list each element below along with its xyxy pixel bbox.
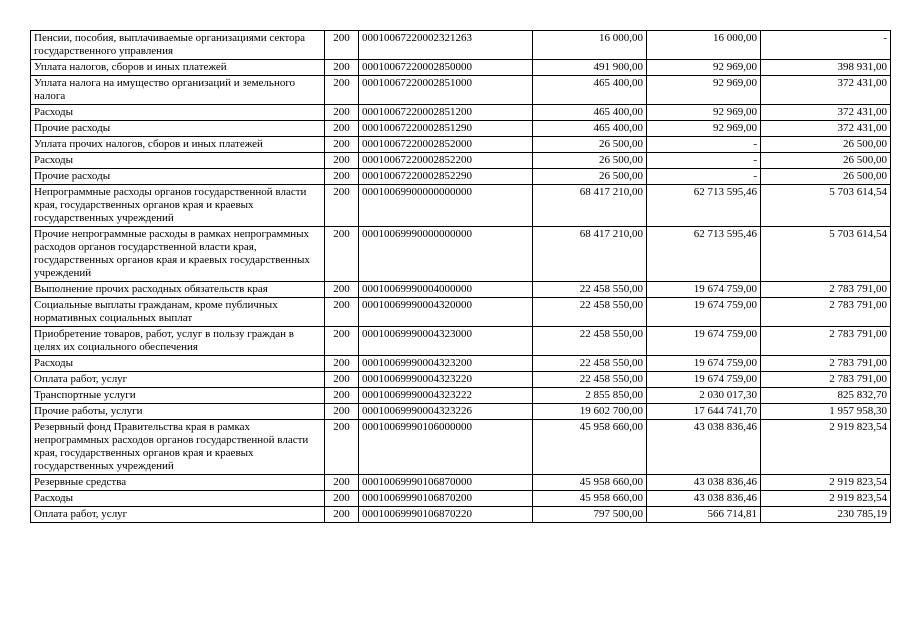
row-unexecuted-amount-cell: 5 703 614,54 [761,185,891,227]
table-row [31,60,891,76]
row-approved-amount-cell: 68 417 210,00 [533,227,647,282]
table-row [31,491,891,507]
row-classification-code-cell: 00010069990000000000 [359,227,533,282]
row-name-cell: Уплата налога на имущество организаций и земельного налога [31,76,325,105]
row-classification-code-cell: 00010067220002851000 [359,76,533,105]
row-name-cell: Оплата работ, услуг [31,507,325,523]
row-name-cell: Прочие работы, услуги [31,404,325,420]
row-executed-amount-cell: 17 644 741,70 [647,404,761,420]
row-approved-amount-cell: 465 400,00 [533,76,647,105]
row-classification-code-cell: 00010069990004323000 [359,327,533,356]
table-row [31,185,891,227]
row-line-code-cell: 200 [325,31,359,60]
table-row [31,31,891,60]
row-name-cell: Прочие непрограммные расходы в рамках непрограммных расходов органов государственной власти края, государственных органов края и краевых государственных учреждений [31,227,325,282]
row-approved-amount-cell: 797 500,00 [533,507,647,523]
row-line-code-cell: 200 [325,372,359,388]
row-unexecuted-amount-cell: 1 957 958,30 [761,404,891,420]
row-line-code-cell: 200 [325,420,359,475]
row-line-code-cell: 200 [325,298,359,327]
row-executed-amount-cell: 566 714,81 [647,507,761,523]
row-classification-code-cell: 00010069990004323200 [359,356,533,372]
row-classification-code-cell: 00010067220002852000 [359,137,533,153]
row-name-cell: Выполнение прочих расходных обязательств края [31,282,325,298]
row-classification-code-cell: 00010069990004323220 [359,372,533,388]
row-name-cell: Прочие расходы [31,169,325,185]
row-executed-amount-cell: 92 969,00 [647,60,761,76]
table-row [31,76,891,105]
row-line-code-cell: 200 [325,507,359,523]
row-executed-amount-cell: 43 038 836,46 [647,475,761,491]
row-classification-code-cell: 00010067220002851290 [359,121,533,137]
row-executed-amount-cell: 62 713 595,46 [647,185,761,227]
table-row [31,404,891,420]
row-line-code-cell: 200 [325,356,359,372]
row-name-cell: Непрограммные расходы органов государственной власти края, государственных органов края и краевых государственных учреждений [31,185,325,227]
table-row [31,153,891,169]
row-unexecuted-amount-cell: 2 783 791,00 [761,327,891,356]
row-executed-amount-cell: 62 713 595,46 [647,227,761,282]
row-executed-amount-cell: 43 038 836,46 [647,491,761,507]
row-executed-amount-cell: 19 674 759,00 [647,372,761,388]
row-approved-amount-cell: 2 855 850,00 [533,388,647,404]
row-approved-amount-cell: 16 000,00 [533,31,647,60]
row-classification-code-cell: 00010069990004320000 [359,298,533,327]
row-approved-amount-cell: 26 500,00 [533,153,647,169]
row-classification-code-cell: 00010069990106000000 [359,420,533,475]
row-unexecuted-amount-cell: 372 431,00 [761,105,891,121]
row-unexecuted-amount-cell: 825 832,70 [761,388,891,404]
row-executed-amount-cell: 19 674 759,00 [647,356,761,372]
row-name-cell: Социальные выплаты гражданам, кроме публичных нормативных социальных выплат [31,298,325,327]
row-classification-code-cell: 00010067220002321263 [359,31,533,60]
row-approved-amount-cell: 465 400,00 [533,105,647,121]
row-unexecuted-amount-cell: 2 919 823,54 [761,491,891,507]
table-row [31,137,891,153]
row-name-cell: Резервный фонд Правительства края в рамках непрограммных расходов органов государственной власти края, государственных органов края и краевых государственных учреждений [31,420,325,475]
row-approved-amount-cell: 22 458 550,00 [533,372,647,388]
row-line-code-cell: 200 [325,185,359,227]
row-line-code-cell: 200 [325,60,359,76]
row-executed-amount-cell: 19 674 759,00 [647,327,761,356]
row-classification-code-cell: 00010067220002850000 [359,60,533,76]
row-approved-amount-cell: 45 958 660,00 [533,420,647,475]
row-line-code-cell: 200 [325,169,359,185]
row-executed-amount-cell: 19 674 759,00 [647,282,761,298]
row-approved-amount-cell: 22 458 550,00 [533,327,647,356]
row-approved-amount-cell: 22 458 550,00 [533,298,647,327]
table-row [31,475,891,491]
row-unexecuted-amount-cell: 2 919 823,54 [761,420,891,475]
row-executed-amount-cell: 2 030 017,30 [647,388,761,404]
row-classification-code-cell: 00010069990106870000 [359,475,533,491]
row-approved-amount-cell: 45 958 660,00 [533,491,647,507]
row-approved-amount-cell: 45 958 660,00 [533,475,647,491]
row-name-cell: Прочие расходы [31,121,325,137]
row-executed-amount-cell: 92 969,00 [647,76,761,105]
row-unexecuted-amount-cell: 5 703 614,54 [761,227,891,282]
row-approved-amount-cell: 26 500,00 [533,137,647,153]
row-name-cell: Расходы [31,356,325,372]
row-approved-amount-cell: 465 400,00 [533,121,647,137]
row-unexecuted-amount-cell: 2 919 823,54 [761,475,891,491]
row-approved-amount-cell: 22 458 550,00 [533,282,647,298]
row-classification-code-cell: 00010069900000000000 [359,185,533,227]
row-unexecuted-amount-cell: 26 500,00 [761,137,891,153]
row-executed-amount-cell: - [647,137,761,153]
row-line-code-cell: 200 [325,153,359,169]
budget-table-body [31,31,891,523]
row-line-code-cell: 200 [325,137,359,153]
row-executed-amount-cell: 43 038 836,46 [647,420,761,475]
row-classification-code-cell: 00010067220002852200 [359,153,533,169]
row-classification-code-cell: 00010067220002852290 [359,169,533,185]
row-unexecuted-amount-cell: 2 783 791,00 [761,372,891,388]
row-classification-code-cell: 00010069990106870220 [359,507,533,523]
row-name-cell: Уплата налогов, сборов и иных платежей [31,60,325,76]
row-name-cell: Оплата работ, услуг [31,372,325,388]
row-unexecuted-amount-cell: 372 431,00 [761,76,891,105]
document-page [30,30,891,523]
row-classification-code-cell: 00010069990004000000 [359,282,533,298]
row-classification-code-cell: 00010069990004323226 [359,404,533,420]
table-row [31,227,891,282]
row-unexecuted-amount-cell: 26 500,00 [761,169,891,185]
row-unexecuted-amount-cell: 2 783 791,00 [761,298,891,327]
row-name-cell: Транспортные услуги [31,388,325,404]
row-unexecuted-amount-cell: - [761,31,891,60]
table-row [31,372,891,388]
table-row [31,282,891,298]
row-line-code-cell: 200 [325,105,359,121]
row-name-cell: Расходы [31,153,325,169]
row-unexecuted-amount-cell: 230 785,19 [761,507,891,523]
row-approved-amount-cell: 26 500,00 [533,169,647,185]
row-line-code-cell: 200 [325,388,359,404]
row-unexecuted-amount-cell: 26 500,00 [761,153,891,169]
row-classification-code-cell: 00010067220002851200 [359,105,533,121]
row-executed-amount-cell: 92 969,00 [647,105,761,121]
row-executed-amount-cell: 16 000,00 [647,31,761,60]
table-row [31,420,891,475]
row-executed-amount-cell: - [647,169,761,185]
row-approved-amount-cell: 491 900,00 [533,60,647,76]
row-name-cell: Пенсии, пособия, выплачиваемые организациями сектора государственного управления [31,31,325,60]
table-row [31,169,891,185]
row-classification-code-cell: 00010069990004323222 [359,388,533,404]
row-line-code-cell: 200 [325,282,359,298]
table-row [31,298,891,327]
row-executed-amount-cell: - [647,153,761,169]
row-unexecuted-amount-cell: 398 931,00 [761,60,891,76]
row-approved-amount-cell: 22 458 550,00 [533,356,647,372]
row-name-cell: Расходы [31,105,325,121]
row-line-code-cell: 200 [325,404,359,420]
row-line-code-cell: 200 [325,475,359,491]
table-row [31,327,891,356]
row-unexecuted-amount-cell: 372 431,00 [761,121,891,137]
row-approved-amount-cell: 19 602 700,00 [533,404,647,420]
budget-table [30,30,891,523]
row-name-cell: Расходы [31,491,325,507]
row-name-cell: Уплата прочих налогов, сборов и иных платежей [31,137,325,153]
row-classification-code-cell: 00010069990106870200 [359,491,533,507]
row-name-cell: Приобретение товаров, работ, услуг в пользу граждан в целях их социального обеспечения [31,327,325,356]
row-line-code-cell: 200 [325,76,359,105]
row-approved-amount-cell: 68 417 210,00 [533,185,647,227]
row-line-code-cell: 200 [325,327,359,356]
row-line-code-cell: 200 [325,121,359,137]
table-row [31,105,891,121]
row-unexecuted-amount-cell: 2 783 791,00 [761,356,891,372]
row-unexecuted-amount-cell: 2 783 791,00 [761,282,891,298]
row-executed-amount-cell: 92 969,00 [647,121,761,137]
table-row [31,356,891,372]
table-row [31,388,891,404]
row-executed-amount-cell: 19 674 759,00 [647,298,761,327]
row-name-cell: Резервные средства [31,475,325,491]
table-row [31,121,891,137]
row-line-code-cell: 200 [325,227,359,282]
row-line-code-cell: 200 [325,491,359,507]
table-row [31,507,891,523]
